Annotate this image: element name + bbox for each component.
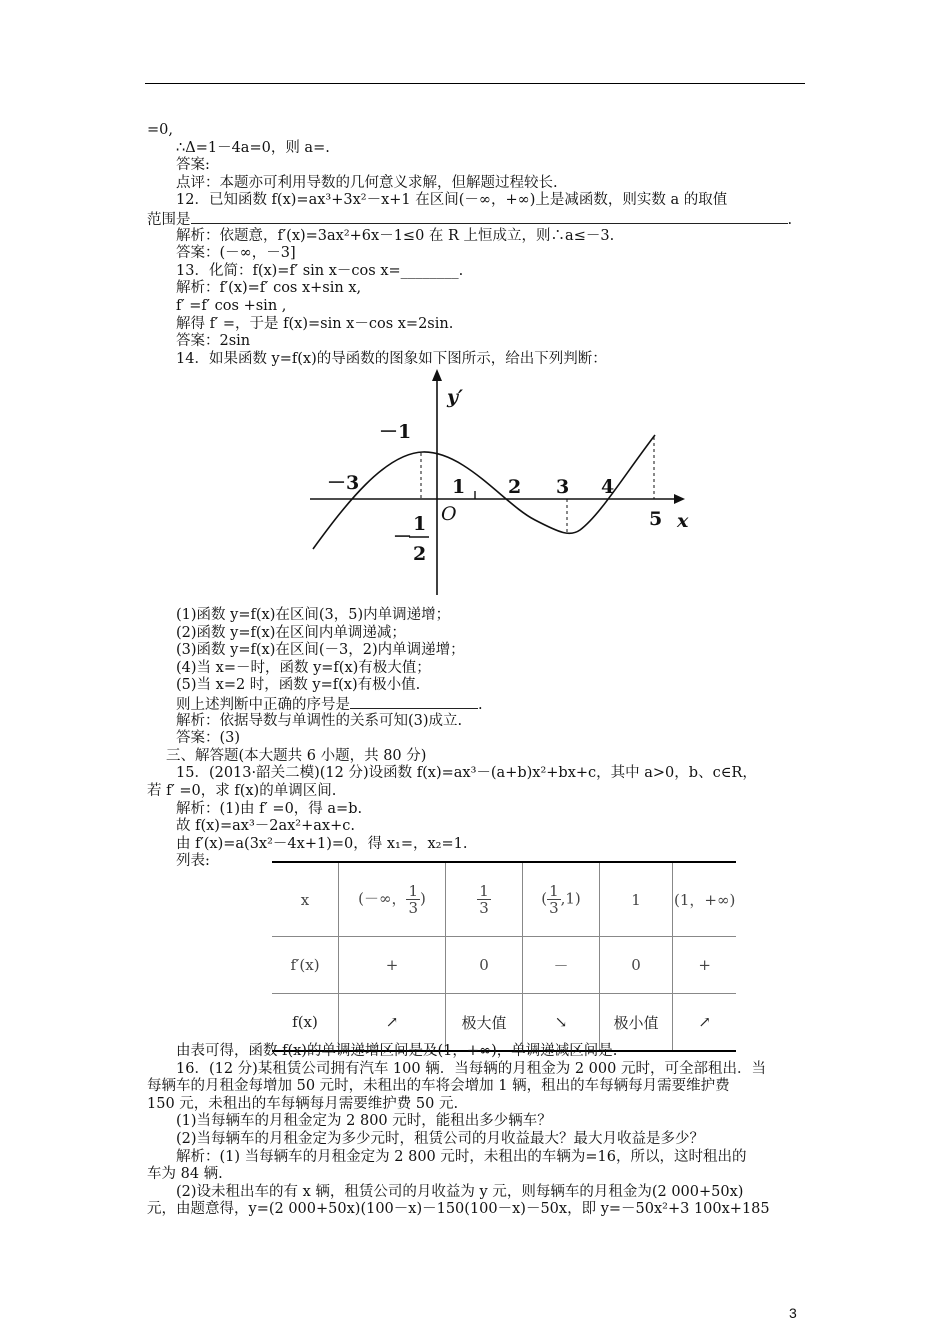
text-line: 答案：(－∞，－3] [176, 245, 296, 262]
cell-trend-1: ↗ [339, 994, 446, 1052]
text-line: 由表可得，函数 f(x)的单调递增区间是及(1，+∞)，单调递减区间是. [176, 1043, 618, 1059]
cell-sign-5: + [673, 937, 737, 994]
label-1: 1 [452, 476, 466, 498]
text-line: 列表: [176, 853, 210, 870]
text-line: 范围是 . [147, 211, 793, 228]
text-line: 点评：本题亦可利用导数的几何意义求解，但解题过程较长. [176, 174, 558, 191]
text-line: 答案: [176, 157, 210, 174]
text-line: =0, [147, 122, 173, 138]
text-line: (5)当 x=2 时，函数 y=f(x)有极小值. [176, 677, 421, 694]
text-line: 则上述判断中正确的序号是 . [176, 696, 483, 713]
text-line: 解得 f′ =，于是 f(x)=sin x－cos x=2sin. [176, 315, 454, 332]
text-line: (1)函数 y=f(x)在区间(3，5)内单调递增； [176, 607, 451, 623]
text-line: (2)当每辆车的月租金定为多少元时，租赁公司的月收益最大？最大月收益是多少？ [176, 1130, 705, 1147]
page-number: 3 [789, 1305, 797, 1321]
x-axis-label: x [677, 510, 689, 532]
cell-x: x [272, 862, 339, 937]
cell-sign-1: + [339, 937, 446, 994]
label-neg1: －1 [379, 421, 412, 443]
text-line: (2)函数 y=f(x)在区间内单调递减； [176, 624, 406, 641]
cell-trend-3: ↘ [523, 994, 600, 1052]
cell-interval-1: (－∞， $\frac{1}{3}$ ) [339, 862, 446, 937]
text-line: 15．(2013·韶关二模)(12 分)设函数 f(x)=ax³－(a+b)x²+bx+c，其中 a>0，b、c∈R， [176, 765, 757, 782]
table-row-x [272, 862, 736, 937]
text-line: (4)当 x=－时，函数 y=f(x)有极大值； [176, 659, 431, 676]
y-axis-arrow-icon [432, 369, 442, 381]
cell-trend-4: 极小值 [600, 994, 673, 1052]
cell-sign-2: 0 [446, 937, 523, 994]
cell-one: 1 [600, 862, 673, 937]
cell-f: f(x) [272, 994, 339, 1052]
text-line: 三、解答题(本大题共 6 小题，共 80 分) [166, 747, 427, 764]
text-line: (1)当每辆车的月租金定为 2 800 元时，能租出多少辆车？ [176, 1113, 552, 1130]
cell-sign-4: 0 [600, 937, 673, 994]
derivative-graph [305, 365, 705, 605]
origin-label: O [441, 503, 457, 525]
text-line: 答案：2sin [176, 333, 251, 350]
y-axis-label: y′ [447, 386, 464, 408]
text-line: 元，由题意得，y=(2 000+50x)(100－x)－150(100－x)－50x，即 y=－50x²+3 100x+185 [147, 1201, 770, 1218]
label-2: 2 [508, 476, 522, 498]
label-half-num: 1 [413, 513, 427, 535]
cell-one-third: $\frac{1}{3}$ [446, 862, 523, 937]
sign-table [272, 861, 736, 1052]
answer-blank [191, 210, 788, 224]
label-5: 5 [649, 508, 663, 530]
text-line: ∴Δ=1－4a=0，则 a=. [176, 139, 330, 156]
label-neg3: －3 [327, 472, 360, 494]
table-row-fprime [272, 937, 736, 994]
text-line: 解析：依题意，f′(x)=3ax²+6x－1≤0 在 R 上恒成立，则∴a≤－3. [176, 227, 615, 244]
cell-trend-2: 极大值 [446, 994, 523, 1052]
text-line: 解析：(1)由 f′ =0，得 a=b. [176, 800, 363, 817]
cell-interval-2: ( $\frac{1}{3}$ ,1) [523, 862, 600, 937]
cell-sign-3: － [523, 937, 600, 994]
text-line: 14．如果函数 y=f(x)的导函数的图象如下图所示，给出下列判断： [176, 350, 607, 367]
text-line: 150 元，未租出的车每辆每月需要维护费 50 元. [147, 1095, 459, 1112]
text-line: 12．已知函数 f(x)=ax³+3x²－x+1 在区间(－∞，+∞)上是减函数，则实数 a 的取值 [176, 192, 728, 209]
text-line: (2)设未租出车的有 x 辆，租赁公司的月收益为 y 元，则每辆车的月租金为(2 000+50x) [176, 1183, 744, 1200]
label-4: 4 [601, 476, 615, 498]
text-line: 解析：f′(x)=f′ cos x+sin x, [176, 280, 362, 297]
text-line: 16．(12 分)某租赁公司拥有汽车 100 辆．当每辆的月租金为 2 000 元时，可全部租出．当 [176, 1060, 766, 1077]
cell-fprime: f′(x) [272, 937, 339, 994]
text-line: 解析：(1) 当每辆车的月租金定为 2 800 元时，未租出的车辆为=16，所以，这时租出的 [176, 1148, 747, 1165]
label-half-den: 2 [413, 543, 427, 565]
answer-blank [350, 695, 478, 709]
header-rule [145, 83, 805, 84]
text-line: 车为 84 辆. [147, 1166, 223, 1183]
text-line: 故 f(x)=ax³－2ax²+ax+c. [176, 818, 355, 835]
text-line: 答案：(3) [176, 730, 241, 747]
text-line: 若 f′ =0，求 f(x)的单调区间. [147, 782, 337, 799]
text-line: (3)函数 y=f(x)在区间(－3，2)内单调递增； [176, 642, 465, 659]
text-line: f′ =f′ cos +sin , [176, 297, 287, 314]
text-block-bottom [147, 1043, 807, 1219]
text-line: 由 f′(x)=a(3x²－4x+1)=0，得 x₁=，x₂=1. [176, 835, 468, 852]
text-block-mid [147, 607, 807, 871]
text-block-top [147, 122, 807, 368]
x-axis-arrow-icon [674, 494, 685, 504]
text-line: 13．化简：f(x)=f′ sin x－cos x=________. [176, 262, 464, 279]
text-line: 每辆车的月租金每增加 50 元时，未租出的车将会增加 1 辆，租出的车每辆每月需要维护费 [147, 1078, 730, 1095]
label-half-minus: － [393, 526, 413, 548]
label-3: 3 [556, 476, 570, 498]
cell-interval-3: (1，+∞) [673, 862, 737, 937]
cell-trend-5: ↗ [673, 994, 737, 1052]
text-line: 解析：依据导数与单调性的关系可知(3)成立. [176, 712, 463, 729]
